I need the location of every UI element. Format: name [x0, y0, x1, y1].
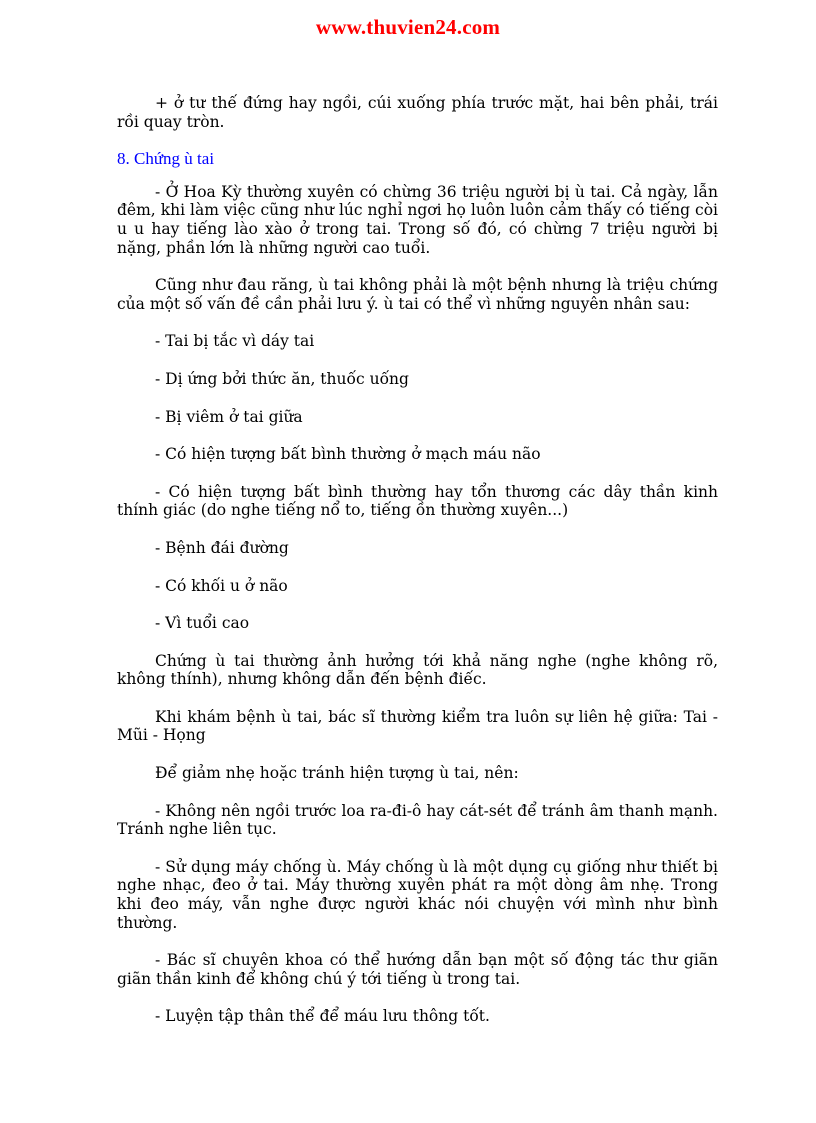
list-item: - Không nên ngồi trước loa ra-đi-ô hay cát-sét để tránh âm thanh mạnh. Tránh nghe liên tục.: [117, 801, 718, 839]
list-item: - Vì tuổi cao: [155, 614, 250, 633]
list-item: - Bị viêm ở tai giữa: [155, 407, 303, 426]
list-item: - Dị ứng bởi thức ăn, thuốc uống: [155, 369, 409, 388]
paragraph: + ở tư thế đứng hay ngồi, cúi xuống phía trước mặt, hai bên phải, trái rồi quay tròn.: [117, 94, 718, 131]
section-heading: 8. Chứng ù tai: [117, 149, 215, 169]
paragraph: Chứng ù tai thường ảnh hưởng tới khả năng nghe (nghe không rõ, không thính), nhưng không dẫn đến bệnh điếc.: [117, 651, 718, 689]
list-item: - Tai bị tắc vì dáy tai: [155, 332, 315, 351]
list-item: - Có hiện tượng bất bình thường hay tổn thương các dây thần kinh thính giác (do nghe tiếng nổ to, tiếng ồn thường xuyên...): [117, 482, 718, 520]
document-body: [117, 94, 718, 1045]
list-item: - Bệnh đái đường: [155, 538, 289, 557]
list-item: - Có khối u ở não: [155, 576, 288, 595]
list-item: - Luyện tập thân thể để máu lưu thông tốt.: [155, 1007, 490, 1026]
site-url-header[interactable]: www.thuvien24.com: [315, 15, 501, 39]
paragraph: Để giảm nhẹ hoặc tránh hiện tượng ù tai, nên:: [155, 764, 519, 783]
list-item: - Có hiện tượng bất bình thường ở mạch máu não: [155, 445, 541, 464]
list-item: - Sử dụng máy chống ù. Máy chống ù là một dụng cụ giống như thiết bị nghe nhạc, đeo ở tai. Máy thường xuyên phát ra một dòng âm nhẹ. Trong khi đeo máy, vẫn nghe được người khác nói chuyện với mình như bình thường.: [117, 857, 718, 932]
paragraph: Cũng như đau răng, ù tai không phải là một bệnh nhưng là triệu chứng của một số vấn đề cần phải lưu ý. ù tai có thể vì những nguyên nhân sau:: [117, 276, 718, 313]
list-item: - Bác sĩ chuyên khoa có thể hướng dẫn bạn một số động tác thư giãn giãn thần kinh để không chú ý tới tiếng ù trong tai.: [117, 951, 718, 988]
paragraph: - Ở Hoa Kỳ thường xuyên có chừng 36 triệu người bị ù tai. Cả ngày, lẫn đêm, khi làm việc cũng như lúc nghỉ ngơi họ luôn luôn cảm thấy có tiếng còi u u hay tiếng lào xào ở trong tai. Trong số đó, có chừng 7 triệu người bị nặng, phần lớn là những người cao tuổi.: [117, 182, 718, 257]
paragraph: Khi khám bệnh ù tai, bác sĩ thường kiểm tra luôn sự liên hệ giữa: Tai - Mũi - Họng: [117, 707, 718, 745]
